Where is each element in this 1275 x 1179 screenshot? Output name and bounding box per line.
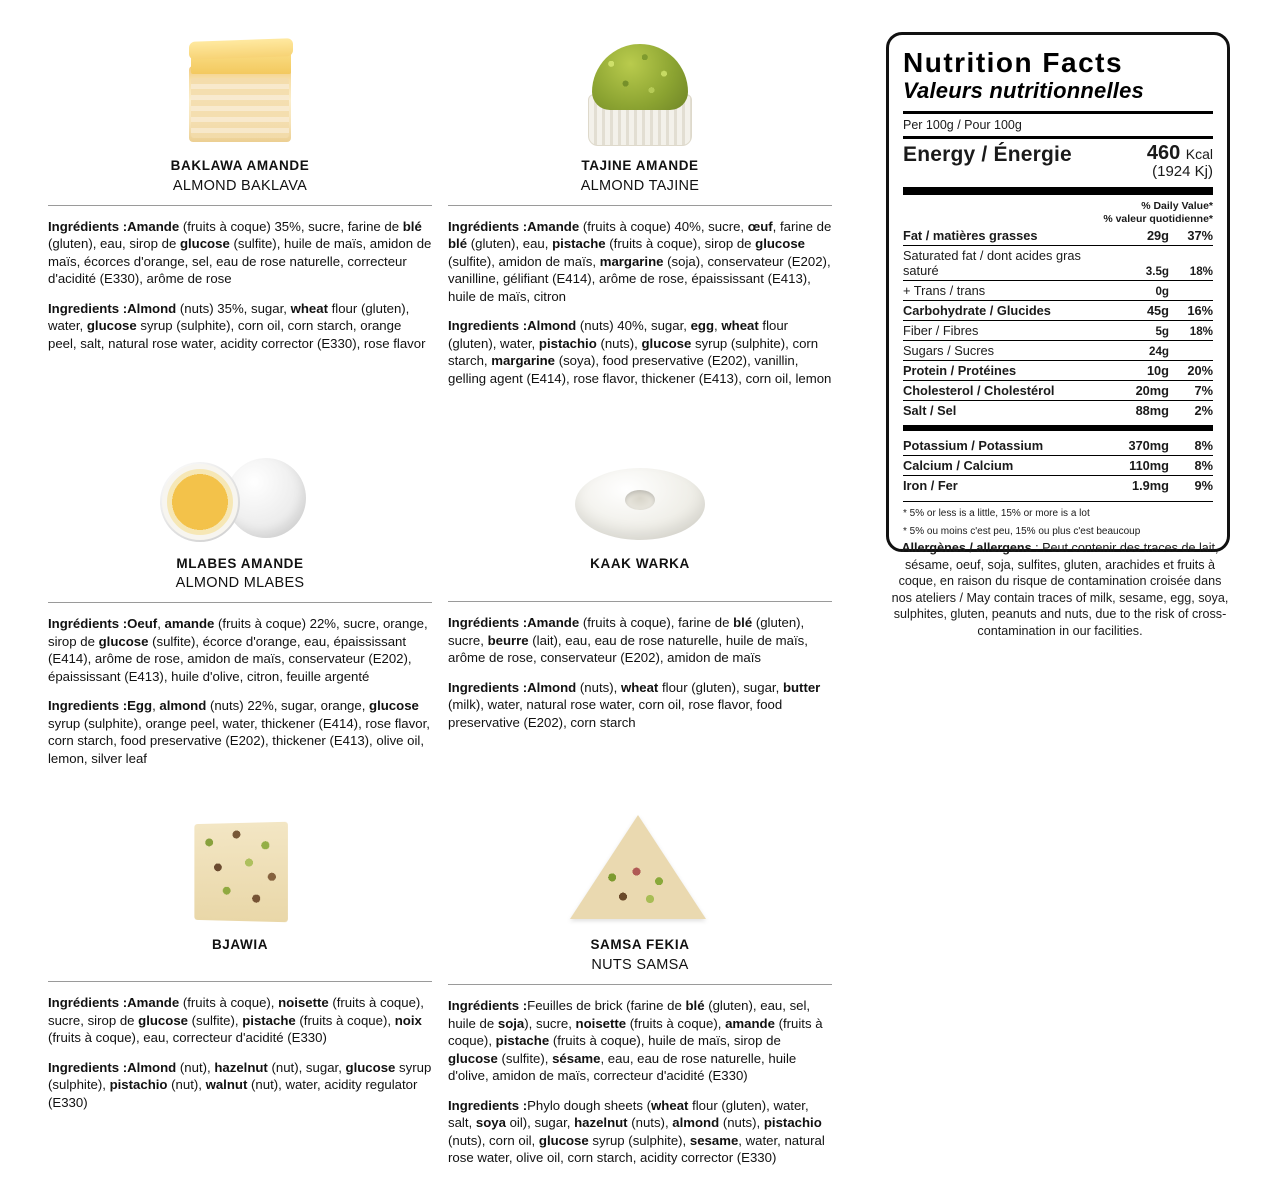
product-card-baklawa-amande	[40, 20, 440, 400]
nutrition-facts-panel	[886, 32, 1230, 552]
table-row	[903, 245, 1213, 280]
product-card-mlabes-amande	[40, 418, 440, 780]
product-title: TAJINE AMANDE	[581, 158, 699, 173]
ingredients-fr	[448, 997, 832, 1085]
energy-kcal-value: 460	[1146, 141, 1181, 164]
kaak-ring-icon	[569, 460, 711, 548]
table-row	[903, 300, 1213, 320]
nutrition-table	[903, 226, 1213, 420]
nutrient-value: 88mg	[1135, 402, 1169, 418]
allergens-text: : Peut contenir des traces de lait, sésame, oeuf, soja, sulfites, gluten, arachides et fruits à coque, en raison du risque de contamination croisée dans nos ateliers / May contain traces of milk, sesame, egg, soya, sulphites, gluten, peanuts and nuts, due to the risk of cross-contamination in our facilities.	[891, 541, 1229, 639]
nutrient-dv: 20%	[1169, 360, 1213, 380]
nutrient-name: Calcium / Calcium	[903, 455, 1107, 475]
nutrition-title-en: Nutrition Facts	[903, 47, 1124, 78]
ingredients-fr-label: Ingrédients :	[448, 998, 528, 1014]
ingredients-fr-text: Oeuf, amande (fruits à coque) 22%, sucre, orange, sirop de glucose (sulfite), écorce d'orange, eau, épaississant (E414), arôme de rose, amidon de maïs, conservateur (E202), épaississant (E413), huile d'olive, citron, feuille argenté	[48, 616, 428, 684]
nutrient-name: Cholesterol / Cholestérol	[903, 380, 1107, 400]
ingredients-en-label: Ingredients :	[448, 679, 528, 695]
ingredients-en	[48, 697, 432, 767]
tajine-muffin-icon	[582, 38, 698, 150]
nutrient-value: 45g	[1107, 300, 1169, 320]
ingredients-en	[448, 317, 832, 387]
product-subtitle: ALMOND MLABES	[175, 575, 305, 592]
nutrient-value: 20mg	[1107, 380, 1169, 400]
nutrient-value: 110mg	[1107, 455, 1169, 475]
footnote-fr: * 5% ou moins c'est peu, 15% ou plus c'est beaucoup	[903, 526, 1141, 538]
ingredients-en-label: Ingredients :	[448, 318, 528, 334]
ingredients-fr-label: Ingrédients :	[48, 616, 128, 632]
nutrient-dv: 7%	[1169, 380, 1213, 400]
nutrient-value: 29g	[1107, 226, 1169, 246]
ingredients-en-label: Ingredients :	[48, 1059, 128, 1075]
product-image-mlabes	[48, 418, 432, 548]
samsa-triangle-icon	[570, 809, 710, 929]
product-subtitle: ALMOND BAKLAVA	[172, 177, 308, 194]
table-row	[903, 360, 1213, 380]
product-title: MLABES AMANDE	[176, 555, 304, 571]
nutrient-dv: 9%	[1194, 477, 1213, 493]
ingredients-en	[448, 1097, 832, 1167]
table-row	[903, 280, 1213, 300]
ingredients-fr-label: Ingrédients :	[448, 615, 528, 631]
ingredients-fr	[48, 994, 432, 1047]
mlabes-spheres-icon	[160, 456, 320, 548]
energy-kcal	[1147, 143, 1213, 165]
nutrient-dv: 37%	[1169, 226, 1213, 246]
ingredients-en	[448, 679, 832, 732]
product-subtitle: NUTS SAMSA	[591, 957, 689, 974]
nutrient-dv: 18%	[1169, 245, 1213, 280]
product-image-bjawia	[48, 799, 432, 929]
nutrient-dv: 2%	[1194, 402, 1213, 418]
daily-value-header-fr: % valeur quotidienne*	[1103, 212, 1213, 225]
product-card-tajine-amande	[440, 20, 840, 400]
product-row	[40, 20, 840, 400]
product-row	[40, 799, 840, 1179]
ingredients-fr-text: Amande (fruits à coque), farine de blé (gluten), sucre, beurre (lait), eau, eau de rose naturelle, huile de maïs, arôme de rose, conservateur (E202), amidon de maïs	[448, 615, 808, 666]
nutrient-value: 24g	[1107, 340, 1169, 360]
nutrient-name: Potassium / Potassium	[903, 436, 1107, 456]
nutrient-value: 1.9mg	[1132, 477, 1169, 493]
table-row	[903, 226, 1213, 246]
allergens-note	[890, 540, 1230, 640]
divider	[48, 981, 432, 982]
nutrient-name: Fiber / Fibres	[903, 320, 1107, 340]
table-row	[903, 320, 1213, 340]
daily-value-header-en: % Daily Value*	[1141, 199, 1213, 212]
divider	[48, 602, 432, 603]
product-title: BAKLAWA AMANDE	[170, 158, 310, 173]
ingredients-fr	[48, 218, 432, 288]
table-row	[903, 436, 1213, 456]
products-grid	[40, 20, 840, 1179]
ingredients-fr-text: Feuilles de brick (farine de blé (gluten), eau, sel, huile de soja), sucre, noisette (fruits à coque), amande (fruits à coque), pistache (fruits à coque), huile de maïs, sirop de glucose (sulfite), sésame, eau, eau de rose naturelle, huile d'olive, amidon de maïs, correcteur d'acidité (E330)	[448, 998, 823, 1084]
product-card-kaak-warka	[440, 418, 840, 780]
serving-size: Per 100g / Pour 100g	[903, 117, 1022, 132]
ingredients-en-label: Ingredients :	[48, 300, 128, 316]
nutrient-dv: 16%	[1169, 300, 1213, 320]
ingredients-fr-text: Amande (fruits à coque) 40%, sucre, œuf, farine de blé (gluten), eau, pistache (fruits à coque), sirop de glucose (sulfite), amidon de maïs, margarine (soja), conservateur (E202), vanilline, gélifiant (E414), arôme de rose, épaississant (E413), huile de maïs, citron	[448, 218, 832, 304]
nutrient-value: 0g	[1107, 280, 1169, 300]
product-card-bjawia	[40, 799, 440, 1179]
ingredients-en-label: Ingredients :	[48, 698, 128, 714]
product-subtitle: ALMOND TAJINE	[580, 177, 700, 194]
ingredients-en-text: Phylo dough sheets (wheat flour (gluten), water, salt, soya oil), sugar, hazelnut (nuts), almond (nuts), pistachio (nuts), corn oil, glucose syrup (sulphite), sesame, water, natural rose water, olive oil, corn starch, acidity corrector (E330)	[448, 1097, 825, 1166]
ingredients-en-text: Almond (nut), hazelnut (nut), sugar, glucose syrup (sulphite), pistachio (nut), walnut (nut), water, acidity regulator (E330)	[48, 1059, 432, 1110]
table-row	[903, 475, 1213, 495]
energy-kcal-unit: Kcal	[1185, 145, 1213, 162]
nutrient-dv: 8%	[1169, 436, 1213, 456]
divider	[448, 984, 832, 985]
nutrient-value: 10g	[1107, 360, 1169, 380]
nutrient-name: Fat / matières grasses	[903, 226, 1107, 246]
allergens-label: Allergènes / allergens	[901, 541, 1032, 555]
energy-label: Energy / Énergie	[903, 142, 1072, 166]
nutrient-name: Sugars / Sucres	[903, 340, 1107, 360]
ingredients-fr	[48, 615, 432, 685]
product-title: KAAK WARKA	[590, 555, 690, 571]
table-row	[903, 400, 1213, 420]
bjawia-bar-icon	[187, 817, 293, 929]
ingredients-en-label: Ingredients :	[448, 1097, 528, 1113]
nutrient-value: 3.5g	[1107, 245, 1169, 280]
nutrient-name: Carbohydrate / Glucides	[903, 300, 1107, 320]
nutrient-name: Iron / Fer	[903, 477, 958, 493]
product-image-samsa	[448, 799, 832, 929]
table-row	[903, 380, 1213, 400]
nutrient-dv: 8%	[1169, 455, 1213, 475]
nutrient-name: Protein / Protéines	[903, 360, 1107, 380]
ingredients-fr	[448, 218, 832, 306]
nutrient-name: + Trans / trans	[903, 280, 1107, 300]
nutrition-title-fr: Valeurs nutritionnelles	[903, 78, 1144, 104]
ingredients-fr	[448, 614, 832, 667]
ingredients-en-text: Almond (nuts) 40%, sugar, egg, wheat flour (gluten), water, pistachio (nuts), glucose syrup (sulphite), corn starch, margarine (soya), food preservative (E202), vanillin, gelling agent (E414), rose flavor, thickener (E413), corn oil, lemon	[448, 318, 832, 386]
ingredients-fr-label: Ingrédients :	[48, 995, 128, 1011]
ingredients-en	[48, 1059, 432, 1112]
ingredients-en	[48, 300, 432, 353]
nutrient-value: 370mg	[1107, 436, 1169, 456]
divider	[48, 205, 432, 206]
ingredients-en-text: Almond (nuts), wheat flour (gluten), sugar, butter (milk), water, natural rose water, corn oil, rose flavor, food preservative (E202), corn starch	[448, 679, 821, 730]
table-row	[903, 340, 1213, 360]
nutrient-name: Salt / Sel	[903, 402, 957, 418]
ingredients-fr-label: Ingrédients :	[448, 218, 528, 234]
ingredients-en-text: Egg, almond (nuts) 22%, sugar, orange, glucose syrup (sulphite), orange peel, water, thickener (E414), rose flavor, corn starch, food preservative (E202), thickener (E413), olive oil, lemon, silver leaf	[48, 698, 430, 766]
baklava-square-icon	[181, 38, 299, 150]
product-image-kaak	[448, 418, 832, 548]
nutrient-name: Saturated fat / dont acides gras saturé	[903, 245, 1107, 280]
nutrient-value: 5g	[1107, 320, 1169, 340]
minerals-table	[903, 436, 1213, 495]
energy-row	[903, 143, 1213, 181]
ingredients-fr-label: Ingrédients :	[48, 218, 128, 234]
energy-kj: (1924 Kj)	[1152, 163, 1213, 181]
ingredients-fr-text: Amande (fruits à coque) 35%, sucre, farine de blé (gluten), eau, sirop de glucose (sulfite), huile de maïs, amidon de maïs, écorces d'orange, sel, eau de rose naturelle, correcteur d'acidité (E330), arôme de rose	[48, 218, 432, 287]
product-row	[40, 418, 840, 780]
nutrient-dv: 18%	[1169, 320, 1213, 340]
product-title: SAMSA FEKIA	[590, 937, 690, 953]
ingredients-fr-text: Amande (fruits à coque), noisette (fruits à coque), sucre, sirop de glucose (sulfite), pistache (fruits à coque), noix (fruits à coque), eau, correcteur d'acidité (E330)	[48, 995, 424, 1046]
table-row	[903, 455, 1213, 475]
footnote-en: * 5% or less is a little, 15% or more is a lot	[903, 507, 1090, 519]
product-card-samsa-fekia	[440, 799, 840, 1179]
product-title: BJAWIA	[211, 937, 269, 953]
divider	[448, 601, 832, 602]
divider	[448, 205, 832, 206]
product-image-baklawa	[48, 20, 432, 150]
product-image-tajine	[448, 20, 832, 150]
nutrient-dv	[1169, 280, 1213, 300]
ingredients-en-text: Almond (nuts) 35%, sugar, wheat flour (gluten), water, glucose syrup (sulphite), corn oil, corn starch, orange peel, salt, natural rose water, acidity corrector (E330), rose flavor	[48, 300, 426, 351]
nutrient-dv	[1169, 340, 1213, 360]
